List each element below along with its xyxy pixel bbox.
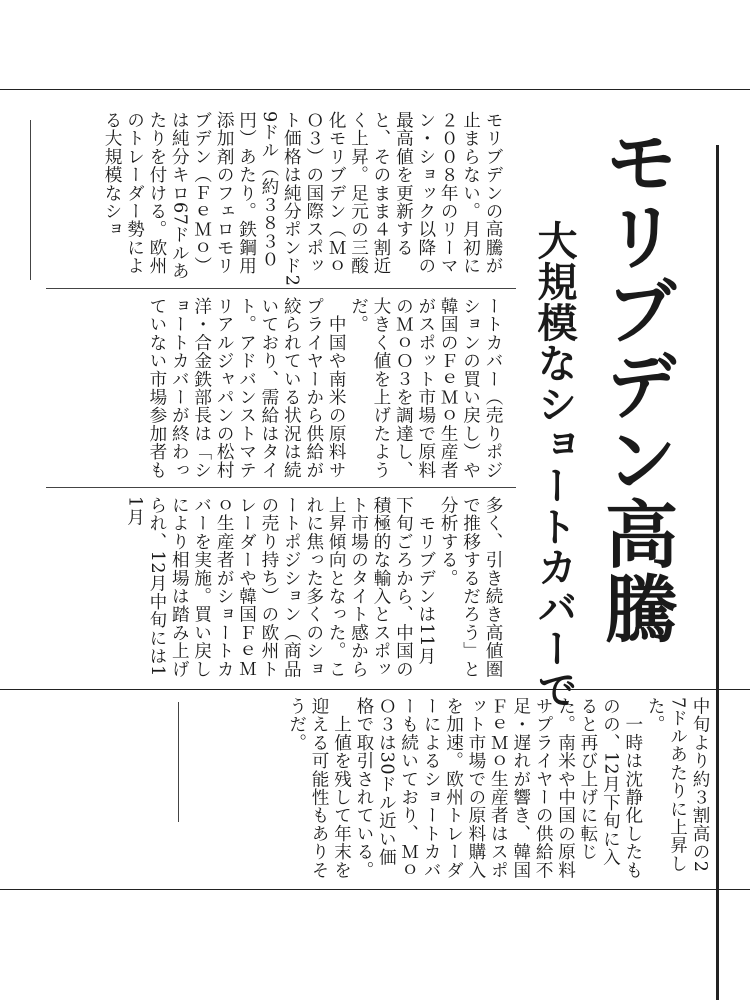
subheadline: 大規模なショートカバーで [531, 220, 577, 710]
article-block-2: ートカバー（売りポジションの買い戻し）や韓国のＦｅＭｏ生産者がスポット市場で原料のＭｏＯ３を調達し、大きく値を上げたようだ。 中国や南米の原料サプライヤーから供給が絞られている状況は続いており、需給はタイト。アドバンストマテリアルジャパンの松村洋・合金鉄部長は「ショートカバーが終わっていない市場参加者も [146, 297, 503, 479]
tier-separator-1 [46, 288, 516, 289]
top-rule [0, 89, 750, 90]
tier-separator-2 [46, 487, 516, 488]
right-border-line [716, 145, 719, 1000]
top-tier-rule-left [30, 120, 31, 280]
article-block-1: モリブデンの高騰が止まらない。月初に２００８年のリーマン・ショック以降の最高値を更新すると、そのまま４割近く上昇。足元の三酸化モリブデン（ＭｏＯ３）の国際スポット価格は純分ポンド29ドル（約３８３０円）あたり。鉄鋼用添加剤のフェロモリブデン（ＦｅＭｏ）は純分キロ67ドルあたりを付ける。欧州のトレーダー勢による大規模なショ [102, 111, 503, 287]
headline: モリブデン高騰 [592, 124, 677, 646]
bottom-tier-rule-left [178, 702, 179, 822]
middle-rule [0, 689, 750, 690]
article-block-3: 多く、引き続き高値圏で推移するだろう」と分析する。 モリブデンは11月下旬ごろから、中国の積極的な輸入とスポット市場のタイト感から上昇傾向となった。これに焦った多くのショートポジション（商品の売り持ち）の欧州トレーダーや韓国ＦｅＭｏ生産者がショートカバーを実施。買い戻しにより相場は踏み上げられ、12月中旬には11月 [124, 496, 503, 678]
bottom-rule [0, 889, 750, 890]
article-block-4: 中旬より約３割高の27ドルあたりに上昇した。 一時は沈静化したものの、12月下旬に入ると再び上げに転じた。南米や中国の原料サプライヤーの供給不足・遅れが響き、韓国ＦｅＭｏ生産者はスポット市場での原料購入を加速。欧州トレーダーによるショートカバーも続いており、ＭｏＯ３は30ドル近い価格で取引されている。 上値を残して年末を迎える可能性もありそうだ。 [286, 697, 710, 879]
